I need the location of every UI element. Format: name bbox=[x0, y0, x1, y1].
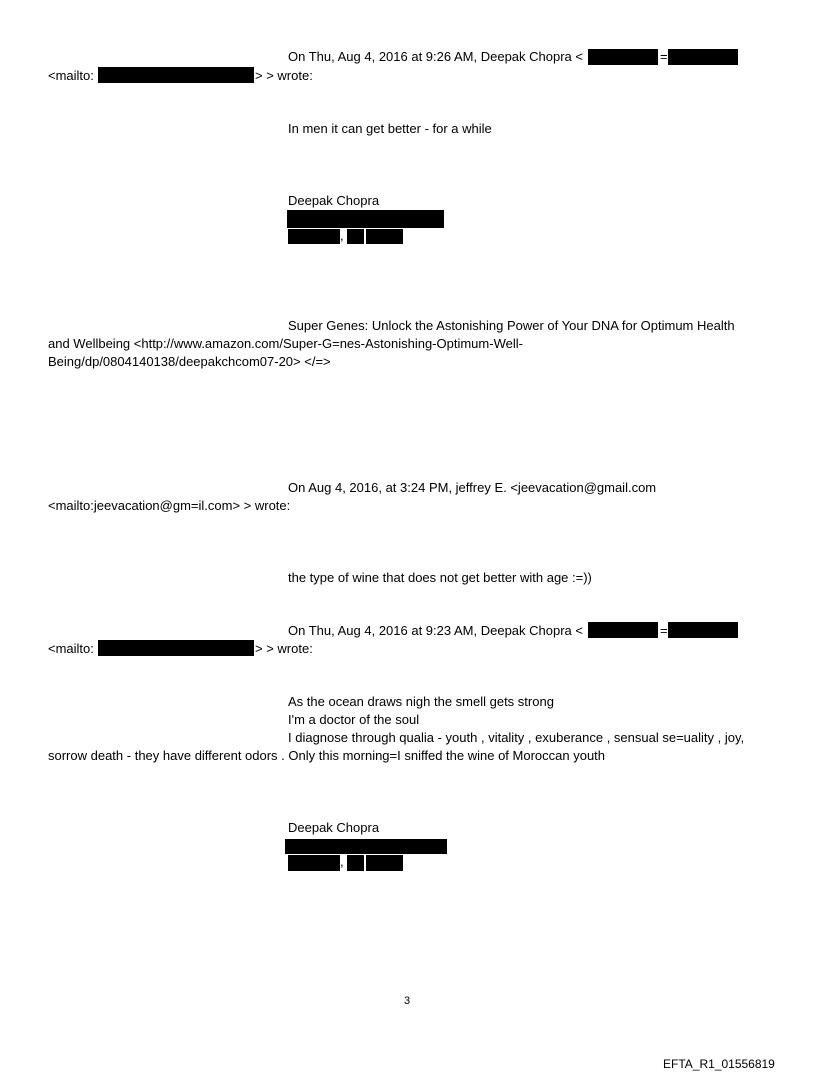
message-body: sorrow death - they have different odors . Only this morning=I sniffed the wine of Moroccan youth bbox=[48, 748, 606, 763]
redaction-block bbox=[668, 622, 738, 638]
redaction-block bbox=[588, 622, 658, 638]
email-separator: = bbox=[660, 49, 668, 64]
wrote-text: > > wrote: bbox=[255, 68, 313, 83]
page-number: 3 bbox=[404, 995, 411, 1007]
email-header-line: On Thu, Aug 4, 2016 at 9:23 AM, Deepak Chopra < bbox=[288, 623, 583, 638]
redaction-block bbox=[366, 855, 403, 871]
message-body: I diagnose through qualia - youth , vitality , exuberance , sensual se=uality , joy, bbox=[288, 730, 745, 745]
email-separator: = bbox=[660, 623, 668, 638]
message-body: I'm a doctor of the soul bbox=[288, 712, 420, 727]
redaction-block bbox=[288, 855, 340, 871]
signature-comma: , bbox=[340, 854, 344, 869]
redaction-block bbox=[288, 229, 340, 244]
book-promo-line: and Wellbeing <http://www.amazon.com/Super-G=nes-Astonishing-Optimum-Well- bbox=[48, 336, 523, 351]
book-promo-line: Super Genes: Unlock the Astonishing Power of Your DNA for Optimum Health bbox=[288, 318, 735, 333]
redaction-block bbox=[287, 210, 444, 228]
book-promo-line: Being/dp/0804140138/deepakchcom07-20> </=> bbox=[48, 354, 331, 369]
message-body: In men it can get better - for a while bbox=[288, 121, 492, 136]
redaction-block bbox=[98, 640, 254, 656]
signature-name: Deepak Chopra bbox=[288, 193, 380, 208]
email-header-line: On Thu, Aug 4, 2016 at 9:26 AM, Deepak Chopra < bbox=[288, 49, 583, 64]
signature-name: Deepak Chopra bbox=[288, 820, 380, 835]
redaction-block bbox=[347, 855, 364, 871]
message-body: As the ocean draws nigh the smell gets strong bbox=[288, 694, 554, 709]
redaction-block bbox=[366, 229, 403, 244]
mailto-prefix: <mailto: bbox=[48, 68, 94, 83]
email-header-line: <mailto:jeevacation@gm=il.com> > wrote: bbox=[48, 498, 291, 513]
mailto-prefix: <mailto: bbox=[48, 641, 94, 656]
redaction-block bbox=[668, 49, 738, 65]
document-id: EFTA_R1_01556819 bbox=[663, 1057, 775, 1071]
redaction-block bbox=[98, 67, 254, 83]
email-header-line: On Aug 4, 2016, at 3:24 PM, jeffrey E. <jeevacation@gmail.com bbox=[288, 480, 657, 495]
wrote-text: > > wrote: bbox=[255, 641, 313, 656]
redaction-block bbox=[588, 49, 658, 65]
message-body: the type of wine that does not get better with age :=)) bbox=[288, 570, 592, 585]
signature-comma: , bbox=[340, 228, 344, 243]
redaction-block bbox=[347, 229, 364, 244]
redaction-block bbox=[285, 839, 447, 854]
